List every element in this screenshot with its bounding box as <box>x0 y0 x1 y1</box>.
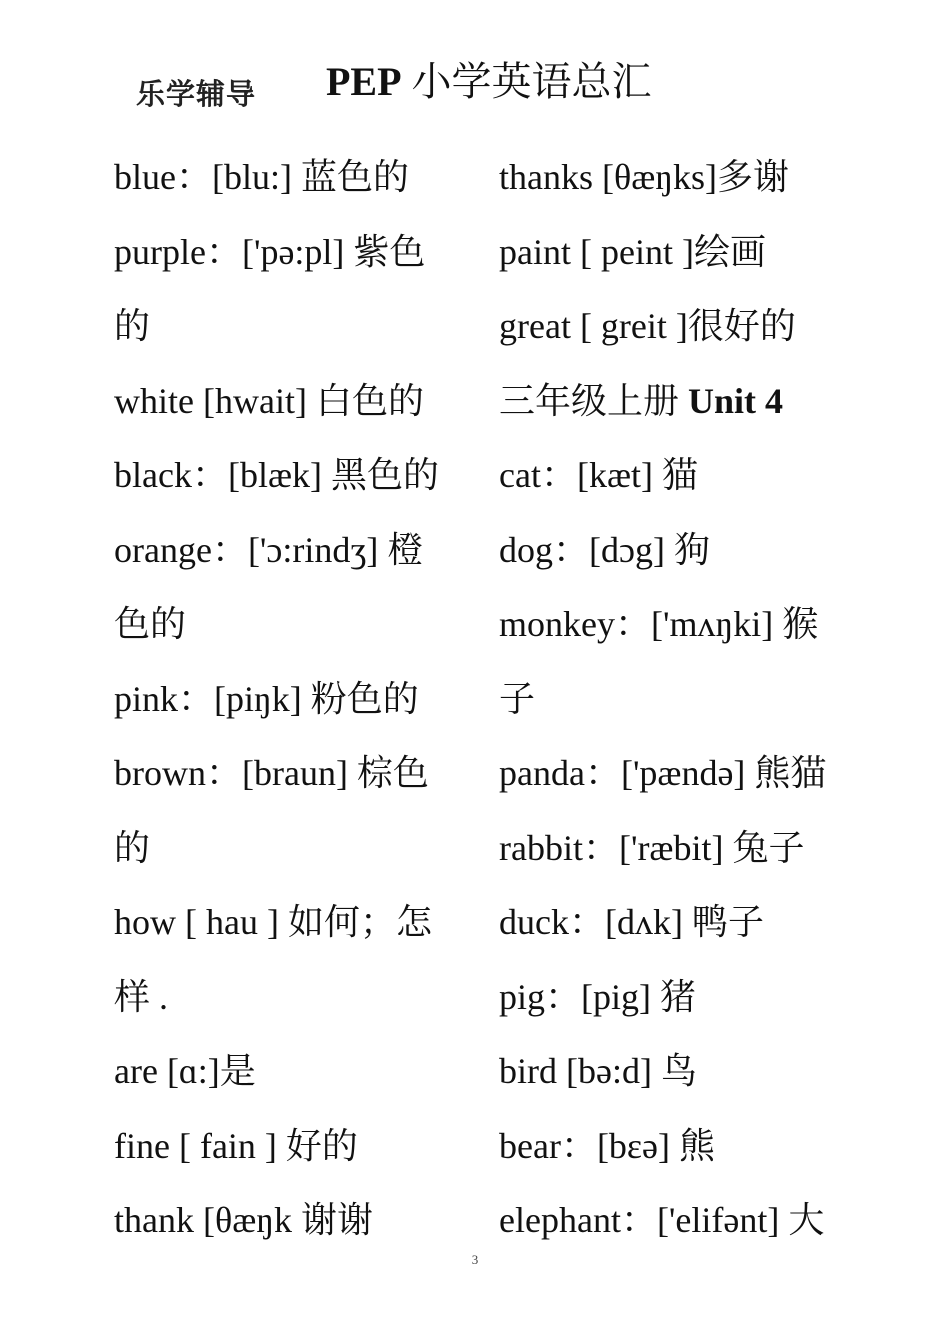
vocab-line: pink：[piŋk] 粉色的 <box>114 678 419 719</box>
vocab-line: panda：['pændə] 熊猫 <box>499 753 827 793</box>
vocab-line: monkey：['mʌŋki] 猴 <box>499 604 819 644</box>
page-number: 3 <box>471 1252 479 1267</box>
vocab-line: black：[blæk] 黑色的 <box>114 455 439 495</box>
vocab-line: 的 <box>114 306 151 346</box>
vocab-line: blue：[blu:] 蓝色的 <box>114 157 409 197</box>
vocab-line: great [ greit ]很好的 <box>499 306 796 346</box>
vocab-line: thanks [θæŋks]多谢 <box>499 157 790 197</box>
vocab-line: white [hwait] 白色的 <box>114 380 424 421</box>
vocab-line: fine [ fain ] 好的 <box>114 1125 358 1166</box>
vocab-column-right <box>499 140 929 1258</box>
vocab-line: 的 <box>114 827 151 868</box>
vocab-line: cat：[kæt] 猫 <box>499 455 698 495</box>
vocab-line: dog：[dɔg] 狗 <box>499 529 710 570</box>
vocab-line: 色的 <box>114 604 187 644</box>
vocab-line: bear：[bɛə] 熊 <box>499 1125 716 1166</box>
page-title <box>326 50 652 107</box>
vocab-line: brown：[braun] 棕色 <box>114 753 429 793</box>
vocab-line: elephant：['elifənt] 大 <box>499 1200 825 1240</box>
vocab-line: 样 . <box>114 976 169 1017</box>
vocab-line: thank [θæŋk 谢谢 <box>114 1200 374 1240</box>
vocab-line: bird [bə:d] 鸟 <box>499 1051 697 1091</box>
vocab-line: rabbit：['ræbit] 兔子 <box>499 827 805 868</box>
vocab-line: how [ hau ] 如何；怎 <box>114 902 432 942</box>
vocab-line: 子 <box>499 678 536 719</box>
vocab-column-left <box>114 140 499 1258</box>
vocab-line: pig：[pig] 猪 <box>499 976 696 1017</box>
vocab-line: purple：['pə:pl] 紫色 <box>114 231 426 272</box>
vocab-line: are [ɑ:]是 <box>114 1051 256 1091</box>
unit-heading-line <box>499 364 929 439</box>
unit-heading: Unit 4 <box>688 380 784 421</box>
vocab-line: duck：[dʌk] 鸭子 <box>499 902 764 942</box>
title-cn: 小学英语总汇 <box>401 59 652 104</box>
vocab-line: paint [ peint ]绘画 <box>499 231 766 272</box>
vocab-line: orange：['ɔ:rindʒ] 橙 <box>114 529 424 570</box>
grade-label: 三年级上册 <box>499 380 689 421</box>
brand-label: 乐学辅导 <box>136 77 257 111</box>
title-en: PEP <box>326 59 402 104</box>
